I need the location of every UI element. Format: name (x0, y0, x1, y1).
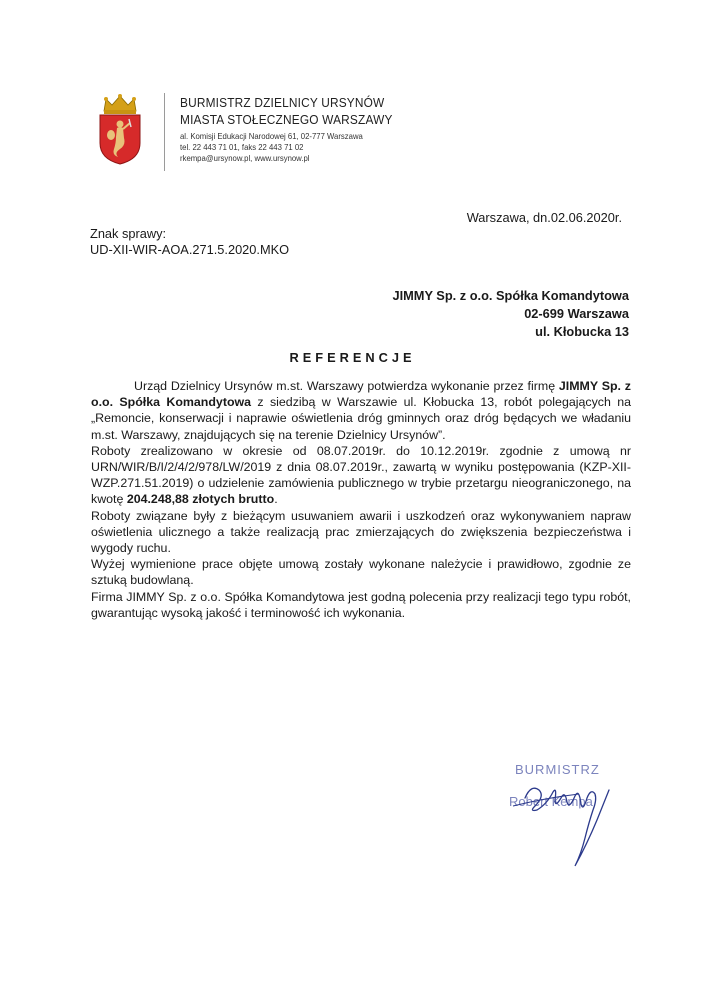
case-reference-number: UD-XII-WIR-AOA.271.5.2020.MKO (90, 242, 290, 257)
body-p1-text-b: z siedzibą w Warszawie ul. Kłobucka 13, robót polegających na „Remoncie, konserwacji i naprawie oświetlenia dróg gminnych oraz dróg będących we władaniu m.st. Warszawy, znajdujących się na terenie Dzielnicy Ursynów”. (91, 395, 631, 442)
body-p2-text-b: . (274, 492, 278, 507)
document-body (91, 378, 631, 621)
letterhead-divider (164, 93, 165, 171)
signature-stamp (505, 760, 625, 870)
body-paragraph-2 (91, 443, 631, 508)
body-paragraph-5: Firma JIMMY Sp. z o.o. Spółka Komandytowa jest godną polecenia przy realizacji tego typu robót, gwarantując wysoką jakość i terminowość ich wykonania. (91, 589, 631, 620)
letterhead-contact: rkempa@ursynow.pl, www.ursynow.pl (180, 153, 310, 163)
body-p1-company: JIMMY Sp. z o.o. Spółka Komandytowa (91, 379, 631, 410)
body-p2-text-a: Roboty zrealizowano w okresie od 08.07.2019r. do 10.12.2019r. zgodnie z umową nr URN/WIR/B/I/2/4/2/978/LW/2019 z dnia 08.07.2019r., zawartą w wyniku postępowania (KZP-XII-WZP.271.51.2019) o udzielenie zamówienia publicznego w trybie przetargu nieograniczonego, na kwotę (91, 443, 631, 507)
body-paragraph-3: Roboty związane były z bieżącym usuwaniem awarii i uszkodzeń oraz wykonywaniem napraw oświetlenia ulicznego a także realizacją prac zmierzających do zwiększenia bezpieczeństwa i wygody ruchu. (91, 508, 631, 556)
case-reference-label: Znak sprawy: (90, 226, 167, 241)
letterhead (180, 94, 416, 164)
letterhead-address: al. Komisji Edukacji Narodowej 61, 02-777 Warszawa (180, 131, 363, 141)
document-date: Warszawa, dn.02.06.2020r. (466, 210, 622, 225)
body-p2-amount: 204.248,88 złotych brutto (126, 492, 275, 507)
recipient-street: ul. Kłobucka 13 (535, 324, 629, 339)
recipient-name: JIMMY Sp. z o.o. Spółka Komandytowa (392, 288, 629, 303)
recipient-address (392, 287, 629, 341)
stamp-title: BURMISTRZ (515, 762, 600, 777)
document-title: REFERENCJE (289, 350, 416, 365)
stamp-name: Robert Kempa (509, 794, 593, 809)
recipient-postal: 02-699 Warszawa (524, 306, 629, 321)
letterhead-title-line2: MIASTA STOŁECZNEGO WARSZAWY (180, 112, 393, 127)
handwritten-signature (505, 760, 625, 870)
body-p1-text-a: Urząd Dzielnicy Ursynów m.st. Warszawy potwierdza wykonanie przez firmę (134, 379, 559, 393)
body-paragraph-4: Wyżej wymienione prace objęte umową zostały wykonane należycie i prawidłowo, zgodnie ze sztuką budowlaną. (91, 557, 631, 588)
case-reference (90, 226, 289, 258)
body-paragraph-1 (91, 378, 631, 443)
letterhead-phone: tel. 22 443 71 01, faks 22 443 71 02 (180, 142, 304, 152)
letterhead-title-line1: BURMISTRZ DZIELNICY URSYNÓW (180, 95, 385, 110)
warsaw-coat-of-arms-icon (96, 93, 144, 165)
